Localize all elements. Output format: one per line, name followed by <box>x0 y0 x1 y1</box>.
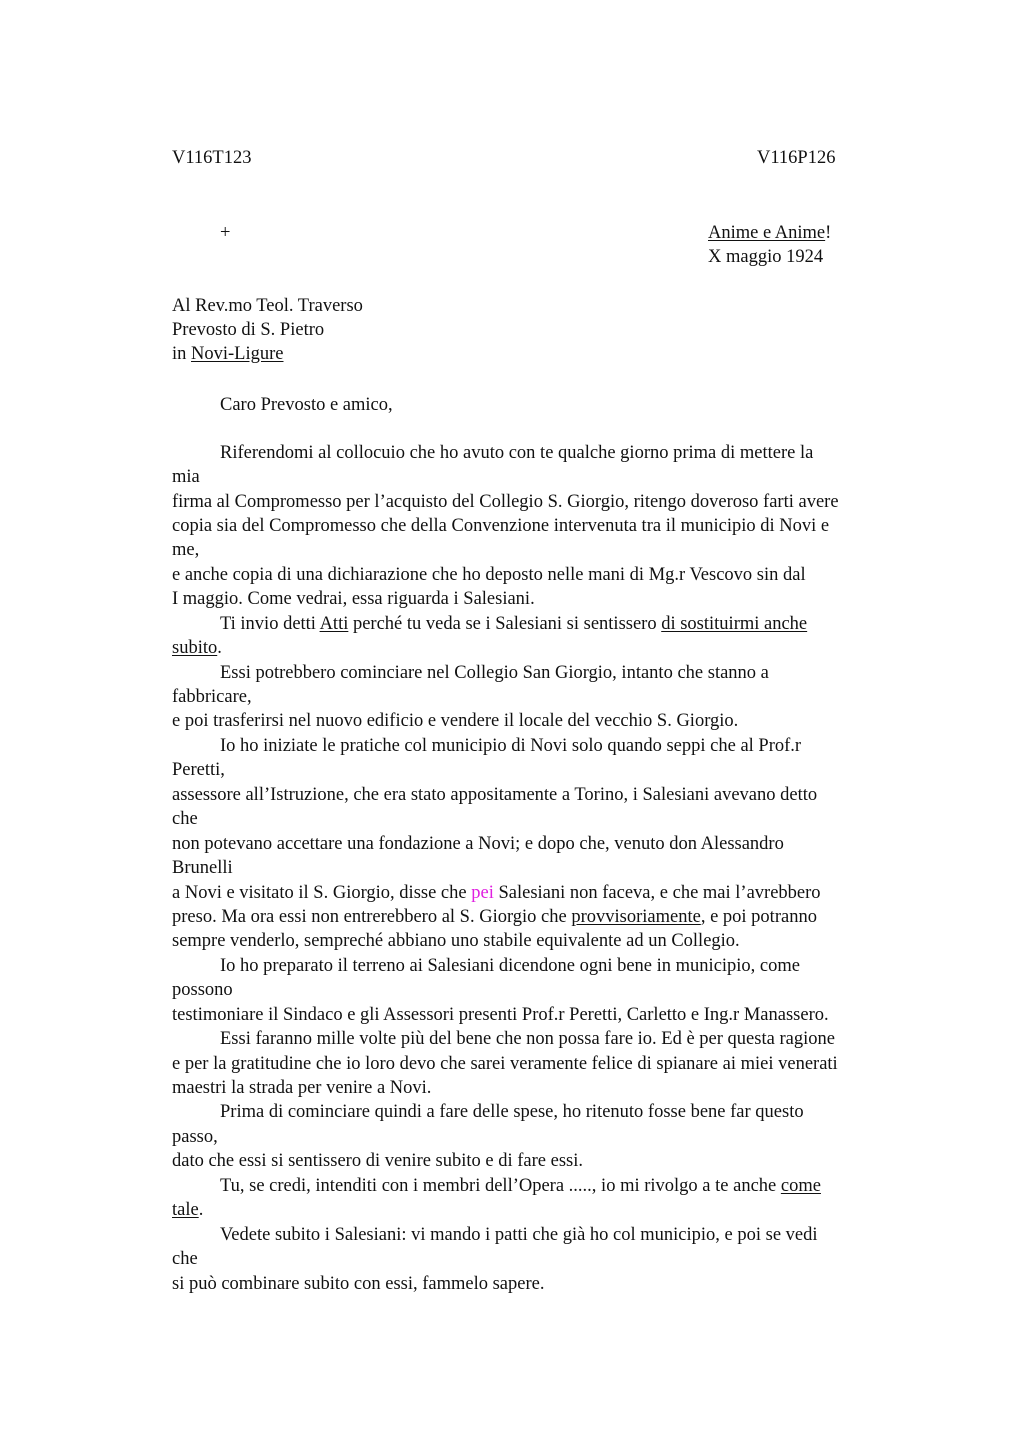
address-line-2: Prevosto di S. Pietro <box>172 320 325 340</box>
body-line: sempre venderlo, sempreché abbiano uno stabile equivalente ad un Collegio. <box>172 931 740 951</box>
body-line: possono <box>172 980 233 1000</box>
salutation: Caro Prevosto e amico, <box>220 395 393 415</box>
letter-date: X maggio 1924 <box>708 247 824 267</box>
body-line: me, <box>172 540 200 560</box>
body-line: mia <box>172 467 200 487</box>
body-line: preso. Ma ora essi non entrerebbero al S. Giorgio che provvisoriamente, e poi potranno <box>172 907 817 927</box>
body-line: Io ho preparato il terreno ai Salesiani dicendone ogni bene in municipio, come <box>220 956 800 976</box>
body-line: firma al Compromesso per l’acquisto del Collegio S. Giorgio, ritengo doveroso farti avere <box>172 492 839 512</box>
body-line: e per la gratitudine che io loro devo che sarei veramente felice di spianare ai miei venerati <box>172 1054 838 1074</box>
body-line: Peretti, <box>172 760 225 780</box>
address-place: Novi-Ligure <box>191 344 284 364</box>
address-line-3 <box>172 342 284 366</box>
cross-symbol: + <box>220 223 231 243</box>
header-right-code: V116P126 <box>757 148 836 168</box>
body-line: e anche copia di una dichiarazione che ho deposto nelle mani di Mg.r Vescovo sin dal <box>172 565 806 585</box>
body-line: copia sia del Compromesso che della Convenzione intervenuta tra il municipio di Novi e <box>172 516 830 536</box>
body-line: e poi trasferirsi nel nuovo edificio e vendere il locale del vecchio S. Giorgio. <box>172 711 739 731</box>
underlined-come: come <box>780 1176 821 1196</box>
body-line: Riferendomi al collocuio che ho avuto con te qualche giorno prima di mettere la <box>220 443 814 463</box>
underlined-provvisoriamente: provvisoriamente <box>571 907 701 927</box>
address-prefix: in <box>172 344 192 364</box>
body-line: Brunelli <box>172 858 233 878</box>
body-line: Io ho iniziate le pratiche col municipio di Novi solo quando seppi che al Prof.r <box>220 736 802 756</box>
body-line: che <box>172 809 198 829</box>
body-line: Ti invio detti Atti perché tu veda se i Salesiani si sentissero di sostituirmi anche <box>220 614 808 634</box>
body-line: fabbricare, <box>172 687 252 707</box>
underlined-atti: Atti <box>319 614 349 634</box>
body-line: Vedete subito i Salesiani: vi mando i patti che già ho col municipio, e poi se vedi <box>220 1225 818 1245</box>
underlined-subito: subito <box>172 638 218 658</box>
body-line: maestri la strada per venire a Novi. <box>172 1078 432 1098</box>
body-line: assessore all’Istruzione, che era stato appositamente a Torino, i Salesiani avevano detto <box>172 785 818 805</box>
body-line: testimoniare il Sindaco e gli Assessori presenti Prof.r Peretti, Carletto e Ing.r Manassero. <box>172 1005 829 1025</box>
motto-suffix: ! <box>825 223 832 243</box>
body-line: subito. <box>172 638 222 658</box>
address-line-1: Al Rev.mo Teol. Traverso <box>172 296 363 316</box>
body-line: tale. <box>172 1200 204 1220</box>
body-line: passo, <box>172 1127 218 1147</box>
body-line: Tu, se credi, intenditi con i membri dell’Opera ....., io mi rivolgo a te anche come <box>220 1176 821 1196</box>
underlined-phrase: di sostituirmi anche <box>661 614 808 634</box>
header-left-code: V116T123 <box>172 148 252 168</box>
body-line: si può combinare subito con essi, fammelo sapere. <box>172 1274 545 1294</box>
highlighted-word: pei <box>471 883 494 903</box>
body-line: non potevano accettare una fondazione a Novi; e dopo che, venuto don Alessandro <box>172 834 784 854</box>
body-line: dato che essi si sentissero di venire subito e di fare essi. <box>172 1151 584 1171</box>
body-line: a Novi e visitato il S. Giorgio, disse che pei Salesiani non faceva, e che mai l’avrebbero <box>172 883 821 903</box>
body-line: Prima di cominciare quindi a fare delle spese, ho ritenuto fosse bene far questo <box>220 1102 804 1122</box>
motto-underlined: Anime e Anime <box>708 223 826 243</box>
body-line: Essi potrebbero cominciare nel Collegio San Giorgio, intanto che stanno a <box>220 663 769 683</box>
body-line: Essi faranno mille volte più del bene che non possa fare io. Ed è per questa ragione <box>220 1029 835 1049</box>
body-line: che <box>172 1249 198 1269</box>
motto <box>708 221 831 245</box>
body-line: I maggio. Come vedrai, essa riguarda i Salesiani. <box>172 589 535 609</box>
underlined-tale: tale <box>172 1200 199 1220</box>
